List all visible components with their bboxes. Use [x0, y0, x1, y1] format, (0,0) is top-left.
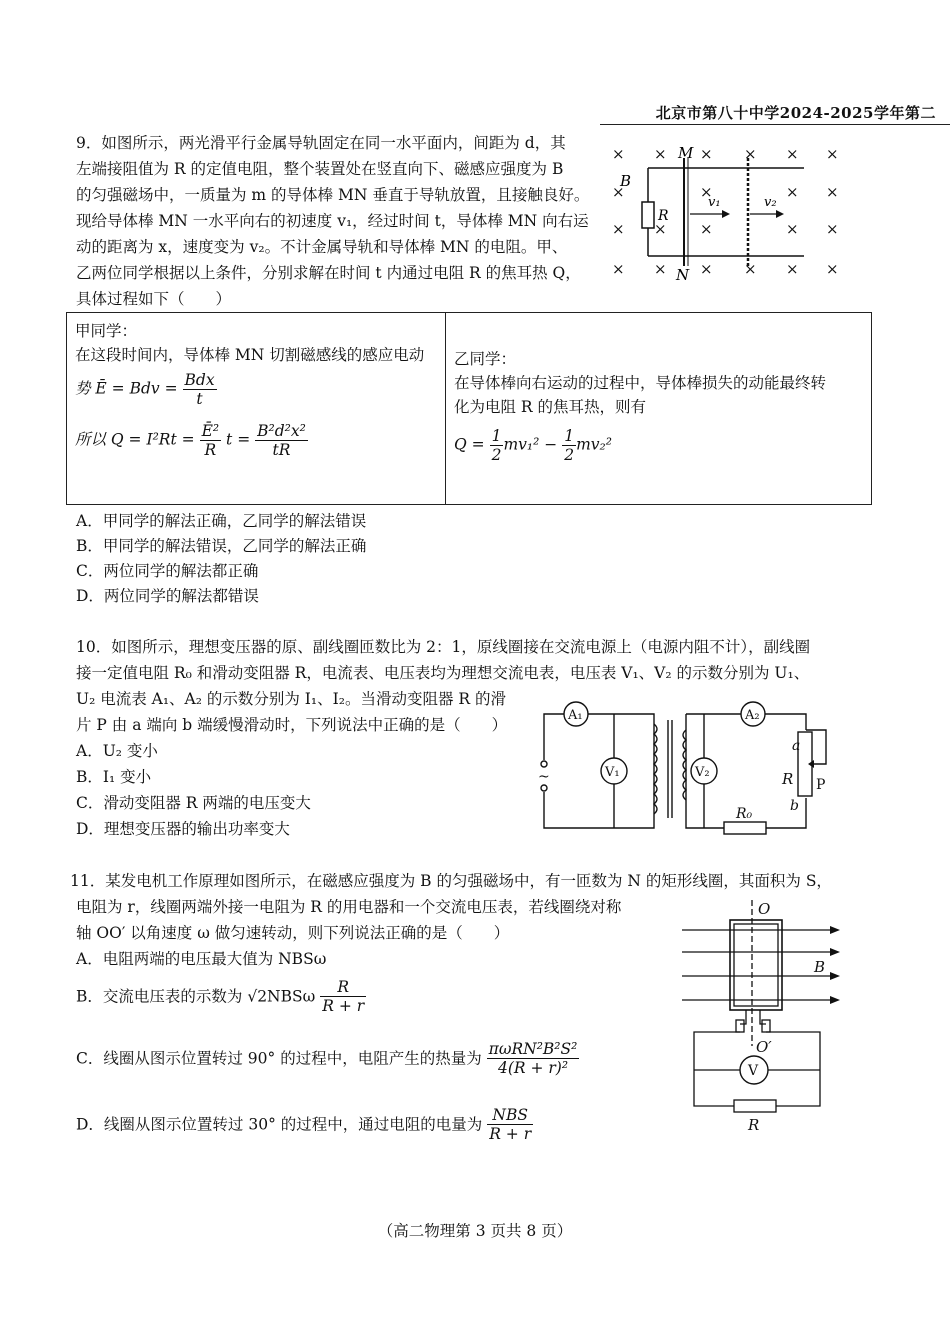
q11-option-c-text: C．线圈从图示位置转过 90° 的过程中，电阻产生的热量为: [76, 1049, 482, 1068]
q11-stem-line: 11．某发电机工作原理如图所示，在磁感应强度为 B 的匀强磁场中，有一匝数为 N 的矩形线圈，其面积为 S，: [70, 872, 832, 890]
q11-option-a[interactable]: A．电阻两端的电压最大值为 NBSω: [76, 950, 327, 968]
field-cross: ×: [654, 145, 667, 163]
q10-transformer-circuit: [530, 700, 840, 845]
q11-generator-diagram: [680, 896, 850, 1136]
q9-option-c[interactable]: C．两位同学的解法都正确: [76, 562, 259, 580]
jia-emf-prefix: 势 Ē = Bdv =: [75, 379, 178, 398]
yi-line1: 在导体棒向右运动的过程中，导体棒损失的动能最终转: [454, 374, 827, 392]
label-M: M: [678, 144, 694, 162]
field-cross: ×: [826, 145, 839, 163]
q9-stem-line: 乙两位同学根据以上条件，分别求解在时间 t 内通过电阻 R 的焦耳热 Q，: [76, 264, 581, 282]
header-rule: [600, 124, 950, 125]
q11-option-d-fraction: $\frac{\text{NBS}}{R + r}$: [489, 1106, 532, 1143]
field-cross: ×: [744, 260, 757, 278]
q10-option-b[interactable]: B．I₁ 变小: [76, 768, 152, 786]
label-v1: v₁: [708, 195, 721, 210]
label-R: R: [782, 770, 794, 788]
label-R0: R₀: [736, 806, 753, 822]
q11-option-b-text: B．交流电压表的示数为 √2NBSω: [76, 987, 316, 1006]
q9-resistor: [642, 202, 654, 228]
q11-stem-line: 轴 OO′ 以角速度 ω 做匀速转动，则下列说法正确的是（ ）: [76, 924, 510, 942]
label-A1: A₁: [568, 708, 583, 723]
q9-stem-line: 的匀强磁场中，一质量为 m 的导体棒 MN 垂直于导轨放置，且接触良好。: [76, 186, 590, 204]
label-v2: v₂: [764, 195, 777, 210]
field-cross: ×: [786, 183, 799, 201]
jia-heat-formula: [75, 422, 437, 459]
q11-option-c-fraction: $\frac{\text{πωRN²B²S²}}{\text{4(R + r)²}}$: [488, 1040, 578, 1077]
label-V1: V₁: [605, 765, 620, 780]
label-P: P: [816, 777, 826, 793]
field-cross: ×: [826, 260, 839, 278]
jia-heat-prefix: 所以 Q = I²Rt =: [75, 430, 195, 449]
q9-option-d[interactable]: D．两位同学的解法都错误: [76, 587, 259, 605]
q10-stem-line: 10．如图所示，理想变压器的原、副线圈匝数比为 2：1，原线圈接在交流电源上（电源内阻不计），副线圈: [76, 638, 811, 656]
q9-stem-line: 左端接阻值为 R 的定值电阻，整个装置处在竖直向下、磁感应强度为 B: [76, 160, 564, 178]
field-cross: ×: [826, 220, 839, 238]
q9-stem-line: 具体过程如下（ ）: [76, 290, 232, 308]
field-cross: ×: [700, 220, 713, 238]
label-B: B: [620, 172, 632, 190]
jia-heat-mid: t =: [226, 430, 251, 449]
field-cross: ×: [700, 183, 713, 201]
q11-option-b[interactable]: [76, 978, 366, 1015]
field-cross: ×: [612, 145, 625, 163]
q9-stem-line: 动的距离为 x，速度变为 v₂。不计金属导轨和导体棒 MN 的电阻。甲、: [76, 238, 568, 256]
jia-solution-cell: [67, 313, 446, 505]
page-footer: （高二物理第 3 页共 8 页）: [377, 1222, 573, 1240]
yi-solution-cell: [446, 313, 872, 505]
field-cross: ×: [612, 220, 625, 238]
q10-stem-line: 接一定值电阻 R₀ 和滑动变阻器 R，电流表、电压表均为理想交流电表，电压表 V₁、V₂ 的示数分别为 U₁、: [76, 664, 810, 682]
field-cross: ×: [654, 220, 667, 238]
q11-stem-line: 电阻为 r，线圈两端外接一电阻为 R 的用电器和一个交流电压表，若线圈绕对称: [76, 898, 622, 916]
q10-option-c[interactable]: C．滑动变阻器 R 两端的电压变大: [76, 794, 311, 812]
field-cross: ×: [612, 183, 625, 201]
q9-solutions-table: [66, 312, 872, 505]
field-cross: ×: [612, 260, 625, 278]
q11-option-d[interactable]: [76, 1106, 533, 1143]
field-cross: ×: [744, 145, 757, 163]
q11-option-b-fraction: $\frac{R}{R + r}$: [322, 978, 365, 1015]
yi-formula: Q = $\frac{1}{2}$ mv₁² − $\frac{1}{2}$ mv₂²: [454, 427, 612, 464]
q9-option-b[interactable]: B．甲同学的解法错误，乙同学的解法正确: [76, 537, 367, 555]
label-N: N: [676, 266, 690, 284]
yi-title: 乙同学：: [454, 350, 517, 368]
jia-emf-formula: [75, 371, 437, 408]
field-cross: ×: [786, 260, 799, 278]
field-cross: ×: [786, 220, 799, 238]
jia-title: 甲同学：: [75, 322, 138, 340]
label-a: a: [792, 738, 801, 754]
field-cross: ×: [700, 145, 713, 163]
field-cross: ×: [786, 145, 799, 163]
jia-heat-fraction1: $\frac{\text{Ē²}}{R}$: [201, 422, 220, 459]
label-B: B: [814, 958, 826, 976]
q10-stem-line: U₂ 电流表 A₁、A₂ 的示数分别为 I₁、I₂。当滑动变阻器 R 的滑: [76, 690, 506, 708]
q10-option-a[interactable]: A．U₂ 变小: [76, 742, 158, 760]
jia-heat-fraction2: $\frac{\text{B²d²x²}}{tR}$: [257, 422, 306, 459]
label-O-prime: O′: [756, 1038, 772, 1056]
q10-stem-line: 片 P 由 a 端向 b 端缓慢滑动时，下列说法中正确的是（ ）: [76, 716, 508, 734]
label-R: R: [658, 208, 669, 224]
ac-source-symbol: ~: [538, 769, 550, 785]
q10-option-d[interactable]: D．理想变压器的输出功率变大: [76, 820, 290, 838]
label-b: b: [790, 798, 799, 814]
field-cross: ×: [826, 183, 839, 201]
label-V2: V₂: [695, 765, 710, 780]
field-cross: ×: [700, 260, 713, 278]
school-year-header: 北京市第八十中学2024-2025学年第二: [655, 104, 936, 122]
label-A2: A₂: [745, 708, 760, 723]
yi-line2: 化为电阻 R 的焦耳热，则有: [454, 398, 647, 416]
q9-stem-line: 9．如图所示，两光滑平行金属导轨固定在同一水平面内，间距为 d，其: [76, 134, 566, 152]
label-O: O: [758, 900, 771, 918]
q9-rail-diagram: [604, 138, 844, 288]
q11-option-c[interactable]: [76, 1040, 579, 1077]
jia-line1: 在这段时间内，导体棒 MN 切割磁感线的感应电动: [75, 346, 425, 364]
q9-option-a[interactable]: A．甲同学的解法正确，乙同学的解法错误: [76, 512, 367, 530]
field-cross: ×: [654, 260, 667, 278]
jia-emf-fraction: $\frac{\text{Bdx}}{t}$: [184, 371, 215, 408]
label-V: V: [748, 1063, 759, 1079]
q9-stem-line: 现给导体棒 MN 一水平向右的初速度 v₁，经过时间 t，导体棒 MN 向右运: [76, 212, 589, 230]
q11-option-d-text: D．线圈从图示位置转过 30° 的过程中，通过电阻的电量为: [76, 1115, 483, 1134]
label-R: R: [748, 1116, 760, 1134]
